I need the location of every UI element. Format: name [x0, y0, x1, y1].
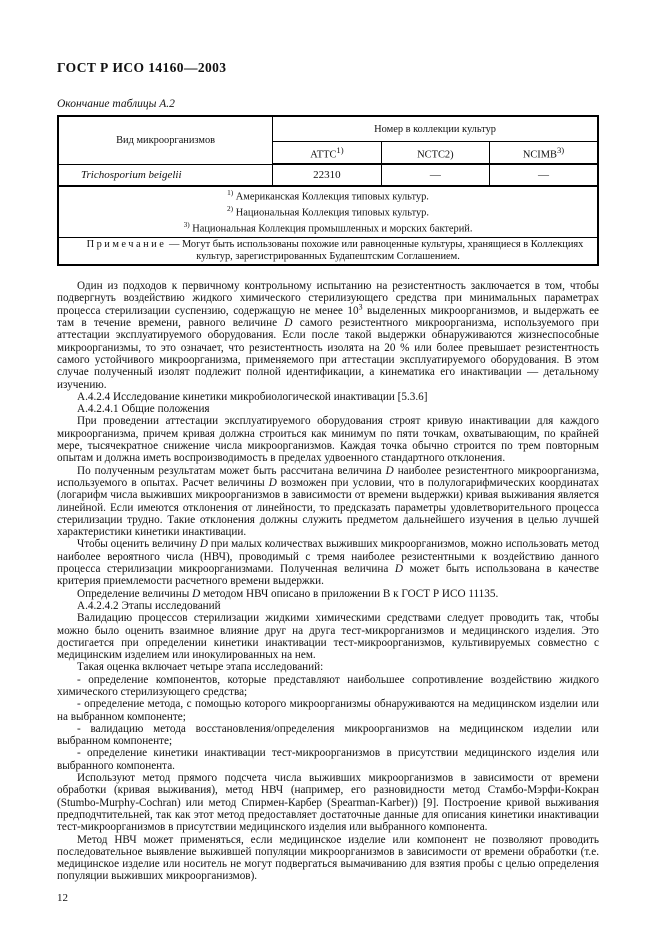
cell-nctc: —	[381, 164, 489, 186]
page-number: 12	[57, 891, 68, 904]
footnote-3-marker: 3)	[183, 221, 190, 230]
paragraph: А.4.2.4.1 Общие положения	[77, 403, 210, 416]
note-text: — Могут быть использованы похожие или равноценные культуры, хранящиеся в Коллекциях культур, зарегистрированных Будапештским Соглашением.	[166, 239, 584, 263]
document-title: ГОСТ Р ИСО 14160—2003	[57, 60, 227, 75]
subheader-nctc-label: NCTC2)	[417, 149, 454, 161]
subheader-attc-label: АТТС	[310, 149, 337, 161]
culture-collection-table	[57, 115, 599, 266]
body-text	[57, 280, 599, 883]
footnote-1	[63, 188, 593, 203]
subheader-ncimb-footnote-marker: 3)	[556, 144, 565, 155]
note-label: Примечание	[86, 239, 167, 251]
paragraph: А.4.2.4.2 Этапы исследований	[77, 599, 221, 612]
table-subheader-attc	[273, 142, 381, 165]
subheader-ncimb-label: NCIMB	[522, 149, 557, 161]
table-caption: Окончание таблицы А.2	[57, 98, 175, 110]
footnote-1-text: Американская Коллекция типовых культур.	[235, 191, 429, 203]
paragraph: Чтобы оценить величину D при малых количествах выживших микроорганизмов, можно использовать метод наиболее вероятного числа (НВЧ), проводимый с тремя наиболее резистентными к воздействию данного процесса стерилизации микроорганизмами. Полученная величина D может быть использована в качестве критерия приемлемости расчетного времени выдержки.	[57, 538, 599, 588]
paragraph: По полученным результатам может быть рассчитана величина D наиболее резистентного микроорганизма, используемого в опытах. Расчет величины D возможен при условии, что в полулогарифмических координатах (логарифм числа выживших микроорганизмов в зависимости от времени выдержки) кривая выживания является линейной. Если имеются отклонения от линейности, то предсказать параметры удовлетворительного процесса стерилизации трудно. Такие отклонения должны служить предметом дальнейшего изучения в целью лучшей характеристики кинетики инактивации.	[57, 464, 599, 539]
footnote-3-text: Национальная Коллекция промышленных и морских бактерий.	[192, 223, 473, 235]
table-subheader-ncimb	[490, 142, 598, 165]
subheader-attc-footnote-marker: 1)	[336, 144, 344, 155]
paragraph: Метод НВЧ может применяться, если медицинское изделие или компонент не позволяют проводить последовательное выявление выжившей популяции микроорганизмов в зависимости от времени обработки (т.е. медицинское изделие или носитель не могут подвергаться вымачиванию для взятия пробы с целью определения популяции выживших микроорганизмов).	[57, 833, 599, 883]
cell-species: Trichosporium beigelii	[58, 164, 273, 186]
paragraph: - определение метода, с помощью которого микроорганизмы обнаруживаются на медицинском изделии или на выбранном компоненте;	[57, 698, 599, 723]
paragraph: - валидацию метода восстановления/определения микроорганизмов на медицинском изделии или выбранном компоненте;	[57, 722, 599, 748]
paragraph: Один из подходов к первичному контрольному испытанию на резистентность заключается в том, чтобы подвергнуть воздействию жидкого химического стерилизующего средства при минимальных параметрах процесса стерилизации суспензию, содержащую не менее $10^3$ выделенных микроорганизмов, и выдержать ее там в течение времени, равного величине D самого резистентного микроорганизма, используемого при аттестации эксплуатируемого оборудования. Если после такой выдержки обнаруживаются жизнеспособные микроорганизмы, то это означает, что резистентность изолята на 20 % или более превышает резистентность самого устойчивого микроорганизма, применяемого при аттестации эксплуатируемого оборудования. В этом случае полученный изолят подлежит полной идентификации, а кинематика его инактивации — детальному изучению.	[57, 280, 600, 391]
footnote-2-marker: 2)	[227, 205, 234, 214]
table-header-species: Вид микроорганизмов	[58, 116, 273, 164]
paragraph: Такая оценка включает четыре этапа исследований:	[77, 661, 324, 674]
paragraph: Валидацию процессов стерилизации жидкими химическими средствами следует проводить так, чтобы можно было оценить взаимное влияние друг на друга тест-микрорганизмов и медицинского изделия. Это достигается при определении кинетики инактивации тест-микроорганизмов, культивируемых совместно с медицинским изделием или инокулированных на нем.	[57, 612, 599, 662]
footnote-1-marker: 1)	[227, 189, 234, 197]
footnote-3	[63, 220, 593, 235]
paragraph: Определение величины D методом НВЧ описано в приложении В к ГОСТ Р ИСО 11135.	[77, 587, 499, 600]
table-subheader-nctc	[381, 142, 489, 165]
table-note	[58, 238, 598, 266]
table-row	[58, 164, 598, 186]
cell-ncimb: —	[490, 164, 598, 186]
paragraph: - определение кинетики инактивации тест-микроорганизмов в присутствии медицинского изделия или выбранного компонента.	[57, 747, 599, 772]
footnote-2	[63, 204, 593, 219]
footnote-2-text: Национальная Коллекция типовых культур.	[235, 207, 429, 219]
table-header-collection-number: Номер в коллекции культур	[273, 116, 598, 142]
paragraph: При проведении аттестации эксплуатируемого оборудования строят кривую инактивации для каждого микроорганизма, причем кривая должна строиться как минимум по пяти точкам, охватывающим, по крайней мере, тысячекратное снижение числа микроорганизмов. Каждая точка обычно строится по трем повторным опытам и должна иметь воспроизводимость в пределах удвоенного стандартного отклонения.	[57, 415, 599, 465]
paragraph: - определение компонентов, которые представляют наибольшее сопротивление воздействию жидкого химического стерилизующего средства;	[57, 673, 599, 698]
paragraph: Используют метод прямого подсчета числа выживших микроорганизмов в зависимости от времени обработки (кривая выживания), метод НВЧ (например, его разновидности метод Стамбо-Мэрфи-Кокран (Stumbo-Murphy-Cochran) или метод Спирмен-Карбер (Spearman-Karber)) [9]. Построение кривой выживания предподчтительней, так как этот метод предоставляет достаточные данные для описания кинетики инактивации тест-микроорганизмов в присутствии медицинского изделия или выбранного компонента.	[57, 772, 599, 834]
table-footnotes	[58, 186, 598, 238]
cell-attc: 22310	[273, 164, 381, 186]
paragraph: А.4.2.4 Исследование кинетики микробиологической инактивации [5.3.6]	[77, 390, 428, 403]
